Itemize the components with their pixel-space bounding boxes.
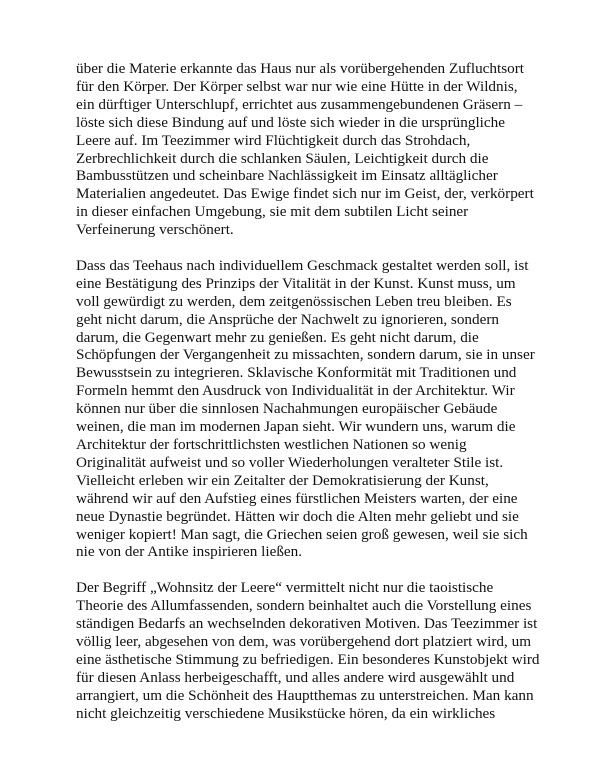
text-line: nie von der Antike inspirieren ließen.	[76, 543, 303, 561]
paragraph-1	[76, 60, 534, 239]
text-line: eine ästhetische Stimmung zu befriedigen. Ein besonderes Kunstobjekt wird	[76, 650, 540, 668]
text-line: können nur über die sinnlosen Nachahmungen europäischer Gebäude	[76, 400, 498, 418]
text-line: für diesen Anlass herbeigeschafft, und alles andere wird ausgewählt und	[76, 668, 515, 686]
text-line: Zerbrechlichkeit durch die schlanken Säulen, Leichtigkeit durch die	[76, 149, 489, 167]
text-line: weinen, die man im modernen Japan sieht. Wir wundern uns, warum die	[76, 418, 516, 436]
text-line: voll gewürdigt zu werden, dem zeitgenössischen Leben treu bleiben. Es	[76, 292, 512, 310]
paragraph-2	[76, 256, 535, 561]
paragraph-3	[76, 579, 540, 722]
text-line: Formeln hemmt den Ausdruck von Individualität in der Architektur. Wir	[76, 382, 515, 400]
text-line: arrangiert, um die Schönheit des Hauptthemas zu unterstreichen. Man kann	[76, 686, 534, 704]
text-line: Der Begriff „Wohnsitz der Leere“ vermittelt nicht nur die taoistische	[76, 579, 494, 597]
text-line: geht nicht darum, die Ansprüche der Nachwelt zu ignorieren, sondern	[76, 310, 500, 328]
text-line: während wir auf den Aufstieg eines fürstlichen Meisters warten, der eine	[76, 489, 518, 507]
text-line: nicht gleichzeitig verschiedene Musikstücke hören, da ein wirkliches	[76, 704, 496, 722]
text-line: ständigen Bedarfs an wechselnden dekorativen Motiven. Das Teezimmer ist	[76, 615, 538, 633]
text-line: über die Materie erkannte das Haus nur als vorübergehenden Zufluchtsort	[76, 60, 525, 77]
document-page	[76, 60, 540, 740]
text-line: Leere auf. Im Teezimmer wird Flüchtigkeit durch das Strohdach,	[76, 131, 471, 149]
text-line: Dass das Teehaus nach individuellem Geschmack gestaltet werden soll, ist	[76, 256, 529, 274]
text-line: Schöpfungen der Vergangenheit zu missachten, sondern darum, sie in unser	[76, 346, 535, 364]
text-line: Theorie des Allumfassenden, sondern beinhaltet auch die Vorstellung eines	[76, 597, 532, 615]
text-line: Materialien angedeutet. Das Ewige findet sich nur im Geist, der, verkörpert	[76, 185, 534, 203]
text-line: Bambusstützen und scheinbare Nachlässigkeit im Einsatz alltäglicher	[76, 167, 498, 185]
text-line: Bewusstsein zu integrieren. Sklavische Konformität mit Traditionen und	[76, 364, 517, 382]
text-line: eine Bestätigung des Prinzips der Vitalität in der Kunst. Kunst muss, um	[76, 274, 516, 292]
text-line: Architektur der fortschrittlichsten westlichen Nationen so wenig	[76, 436, 467, 454]
text-line: in dieser einfachen Umgebung, sie mit dem subtilen Licht seiner	[76, 203, 469, 221]
text-line: Verfeinerung verschönert.	[76, 221, 234, 239]
text-line: darum, die Gegenwart mehr zu genießen. Es geht nicht darum, die	[76, 328, 479, 346]
text-line: Originalität aufweist und so voller Wiederholungen veralteter Stile ist.	[76, 453, 504, 471]
text-line: für den Körper. Der Körper selbst war nur wie eine Hütte in der Wildnis,	[76, 77, 518, 95]
text-line: Vielleicht erleben wir ein Zeitalter der Demokratisierung der Kunst,	[76, 471, 489, 489]
text-line: neue Dynastie begründet. Hätten wir doch die Alten mehr geliebt und sie	[76, 507, 519, 525]
text-line: ein dürftiger Unterschlupf, errichtet aus zusammengebundenen Gräsern –	[76, 95, 523, 113]
text-line: weniger kopiert! Man sagt, die Griechen seien groß gewesen, weil sie sich	[76, 525, 528, 543]
text-line: völlig leer, abgesehen von dem, was vorübergehend dort platziert wird, um	[76, 632, 532, 650]
text-line: löste sich diese Bindung auf und löste sich wieder in die ursprüngliche	[76, 113, 505, 131]
